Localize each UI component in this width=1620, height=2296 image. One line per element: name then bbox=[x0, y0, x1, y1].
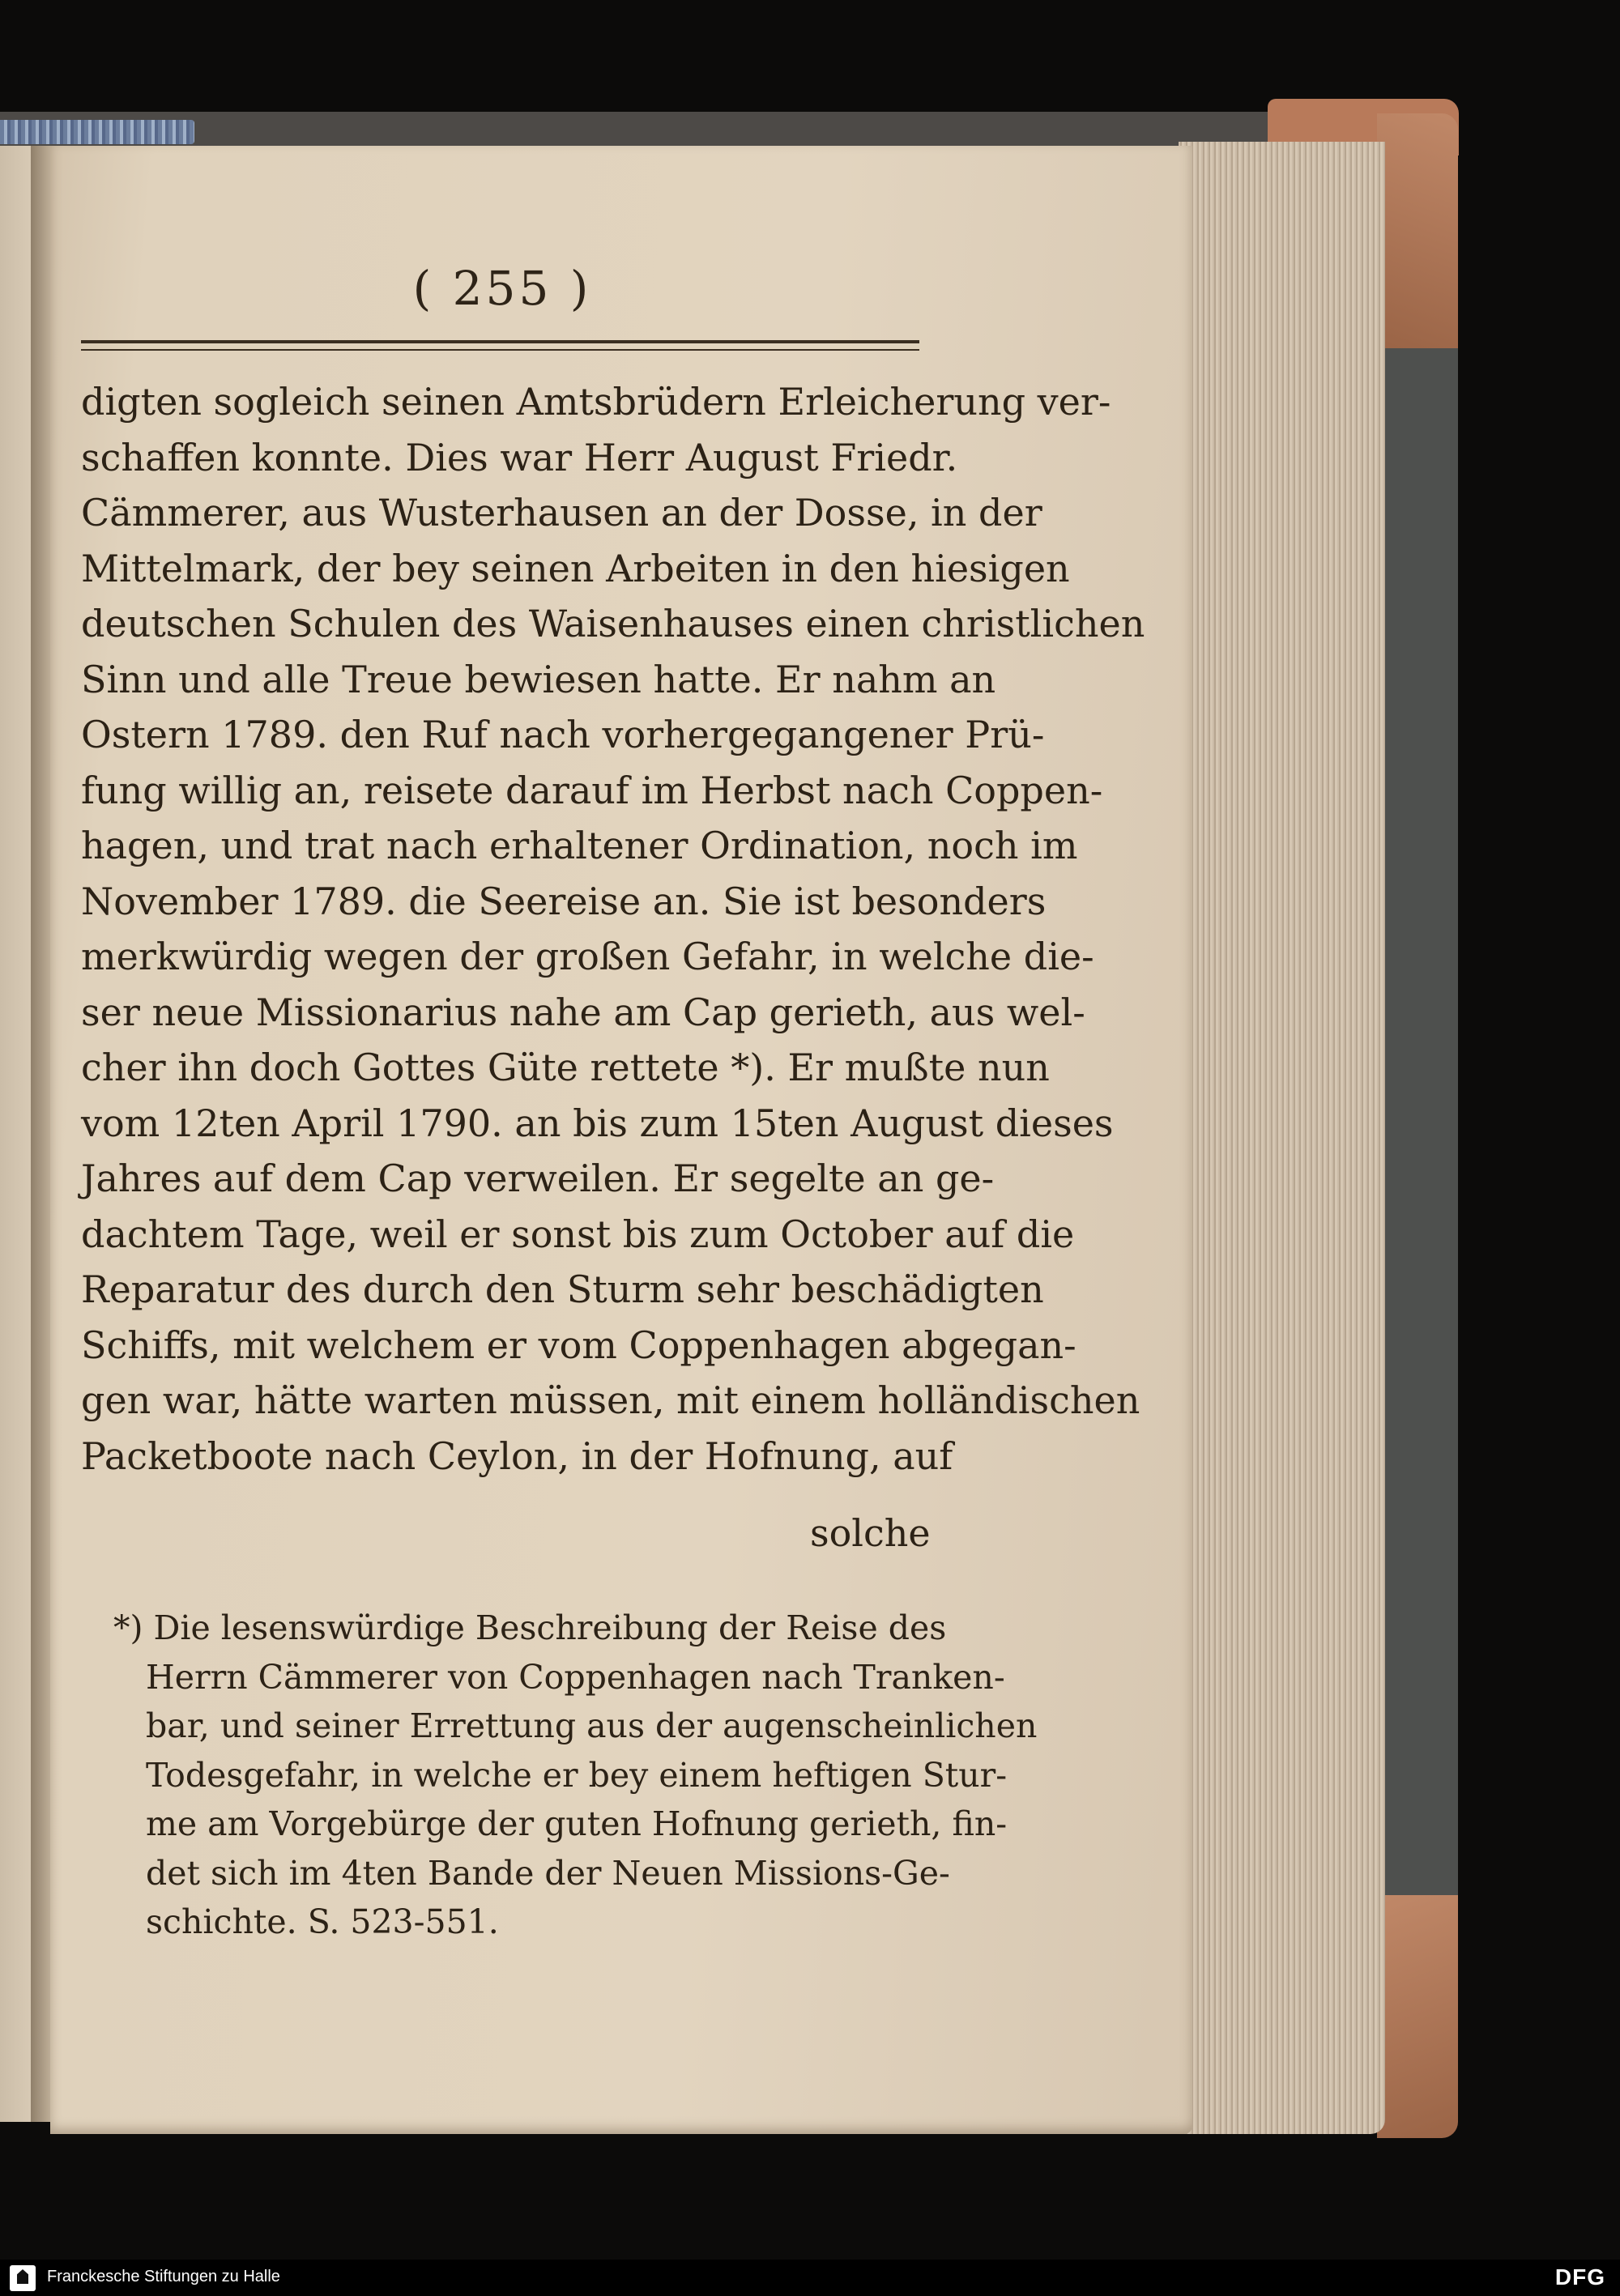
text-line: fung willig an, reisete darauf im Herbst nach Coppen- bbox=[81, 768, 1103, 812]
text-line: Sinn und alle Treue bewiesen hatte. Er nahm an bbox=[81, 657, 996, 701]
footnote-line: schichte. S. 523-551. bbox=[146, 1902, 499, 1941]
text-line: dachtem Tage, weil er sonst bis zum October auf die bbox=[81, 1212, 1075, 1256]
book-cover-top bbox=[0, 112, 1377, 147]
institution-name: Franckesche Stiftungen zu Halle bbox=[47, 2268, 280, 2285]
text-line: ser neue Missionarius nahe am Cap gerieth, aus wel- bbox=[81, 990, 1085, 1034]
header-rule bbox=[81, 340, 919, 351]
footer-bar bbox=[0, 2260, 1620, 2296]
left-page-edge bbox=[0, 146, 34, 2122]
footnote-line: *) Die lesenswürdige Beschreibung der Reise des bbox=[113, 1608, 947, 1647]
dfg-logo: DFG bbox=[1554, 2264, 1605, 2290]
page-number: ( 255 ) bbox=[412, 261, 592, 316]
footnote-line: Todesgefahr, in welche er bey einem heftigen Stur- bbox=[146, 1755, 1008, 1795]
footnote-line: bar, und seiner Errettung aus der augenscheinlichen bbox=[146, 1706, 1038, 1745]
text-line: deutschen Schulen des Waisenhauses einen christlichen bbox=[81, 602, 1145, 645]
institution-logo-icon bbox=[10, 2265, 36, 2291]
text-line: Ostern 1789. den Ruf nach vorhergegangener Prü- bbox=[81, 713, 1045, 756]
catchword: solche bbox=[810, 1511, 931, 1555]
text-line: Schiffs, mit welchem er vom Coppenhagen abgegan- bbox=[81, 1323, 1076, 1367]
text-line: Jahres auf dem Cap verweilen. Er segelte an ge- bbox=[81, 1157, 995, 1200]
text-line: cher ihn doch Gottes Güte rettete *). Er mußte nun bbox=[81, 1046, 1050, 1089]
body-text bbox=[81, 374, 1145, 1484]
page-edges bbox=[1179, 142, 1385, 2134]
text-line: Mittelmark, der bey seinen Arbeiten in den hiesigen bbox=[81, 546, 1070, 590]
text-line: Packetboote nach Ceylon, in der Hofnung, auf bbox=[81, 1433, 953, 1478]
footnote-line: det sich im 4ten Bande der Neuen Missions-Ge- bbox=[146, 1853, 950, 1893]
text-line: Reparatur des durch den Sturm sehr beschädigten bbox=[81, 1267, 1044, 1311]
text-line: hagen, und trat nach erhaltener Ordination, noch im bbox=[81, 824, 1078, 867]
footnote-line: me am Vorgebürge der guten Hofnung gerieth, fin- bbox=[146, 1804, 1008, 1843]
footnote bbox=[81, 1604, 1038, 1947]
text-line: digten sogleich seinen Amtsbrüdern Erleicherung ver- bbox=[81, 380, 1111, 424]
text-line: schaffen konnte. Dies war Herr August Friedr. bbox=[81, 435, 958, 479]
leather-corner-bottom bbox=[1377, 1895, 1458, 2138]
footnote-line: Herrn Cämmerer von Coppenhagen nach Tranken- bbox=[146, 1657, 1005, 1697]
leather-corner-top bbox=[1377, 113, 1458, 348]
text-line: November 1789. die Seereise an. Sie ist besonders bbox=[81, 879, 1047, 923]
text-line: merkwürdig wegen der großen Gefahr, in welche die- bbox=[81, 935, 1094, 978]
text-line: vom 12ten April 1790. an bis zum 15ten August dieses bbox=[81, 1101, 1114, 1145]
text-line: Cämmerer, aus Wusterhausen an der Dosse, in der bbox=[81, 491, 1042, 535]
text-line: gen war, hätte warten müssen, mit einem holländischen bbox=[81, 1378, 1140, 1422]
binding-stripe bbox=[0, 120, 194, 144]
